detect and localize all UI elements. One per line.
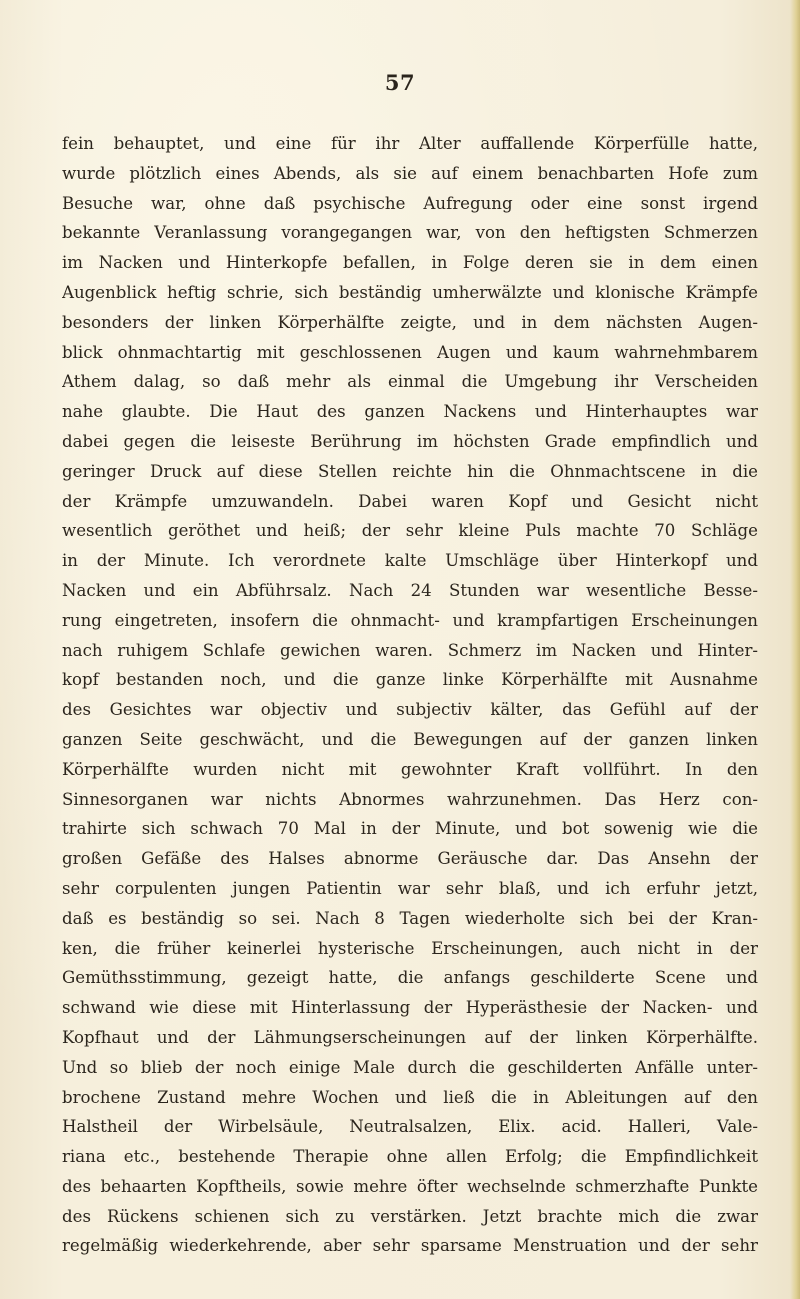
text-line: Körperhälfte wurden nicht mit gewohnter Kraft vollführt. In den (62, 759, 758, 779)
text-line: sehr corpulenten jungen Patientin war sehr blaß, und ich erfuhr jetzt, (62, 878, 758, 898)
text-line: des behaarten Kopftheils, sowie mehre öfter wechselnde schmerzhafte Punkte (62, 1176, 758, 1196)
text-line: trahirte sich schwach 70 Mal in der Minute, und bot sowenig wie die (62, 819, 758, 839)
text-line: ken, die früher keinerlei hysterische Erscheinungen, auch nicht in der (62, 938, 758, 958)
text-line: in der Minute. Ich verordnete kalte Umschläge über Hinterkopf und (62, 551, 758, 571)
text-line: nahe glaubte. Die Haut des ganzen Nackens und Hinterhauptes war (62, 402, 758, 422)
text-line: besonders der linken Körperhälfte zeigte, und in dem nächsten Augen- (62, 312, 758, 332)
text-line: Athem dalag, so daß mehr als einmal die Umgebung ihr Verscheiden (62, 372, 758, 392)
page-number: 57 (384, 70, 416, 95)
text-line: Gemüthsstimmung, gezeigt hatte, die anfangs geschilderte Scene und (62, 968, 758, 988)
text-line: Besuche war, ohne daß psychische Aufregung oder eine sonst irgend (62, 193, 758, 213)
text-line: der Krämpfe umzuwandeln. Dabei waren Kopf und Gesicht nicht (62, 491, 758, 511)
body-text (62, 129, 758, 1261)
text-line: Halstheil der Wirbelsäule, Neutralsalzen, Elix. acid. Halleri, Vale- (62, 1117, 758, 1137)
text-line: Kopfhaut und der Lähmungserscheinungen auf der linken Körperhälfte. (62, 1027, 758, 1047)
text-line: Sinnesorganen war nichts Abnormes wahrzunehmen. Das Herz con- (62, 789, 758, 809)
text-line: Und so blieb der noch einige Male durch die geschilderten Anfälle unter- (62, 1057, 758, 1077)
text-line: Augenblick heftig schrie, sich beständig umherwälzte und klonische Krämpfe (62, 282, 758, 302)
text-line: großen Gefäße des Halses abnorme Geräusche dar. Das Ansehn der (62, 849, 758, 869)
text-line: im Nacken und Hinterkopfe befallen, in Folge deren sie in dem einen (62, 253, 758, 273)
text-line: nach ruhigem Schlafe gewichen waren. Schmerz im Nacken und Hinter- (62, 640, 758, 660)
page-edge-shadow (790, 0, 800, 1299)
text-line: dabei gegen die leiseste Berührung im höchsten Grade empfindlich und (62, 431, 758, 451)
text-line: rung eingetreten, insofern die ohnmacht- und krampfartigen Erscheinungen (62, 610, 758, 630)
text-line: blick ohnmachtartig mit geschlossenen Augen und kaum wahrnehmbarem (62, 342, 758, 362)
text-line: des Gesichtes war objectiv und subjectiv kälter, das Gefühl auf der (62, 700, 758, 720)
text-line: bekannte Veranlassung vorangegangen war, von den heftigsten Schmerzen (62, 223, 758, 243)
text-line: brochene Zustand mehre Wochen und ließ die in Ableitungen auf den (62, 1087, 758, 1107)
text-line: ganzen Seite geschwächt, und die Bewegungen auf der ganzen linken (62, 729, 758, 749)
text-line: wesentlich geröthet und heiß; der sehr kleine Puls machte 70 Schläge (62, 521, 758, 541)
text-line: riana etc., bestehende Therapie ohne allen Erfolg; die Empfindlichkeit (62, 1147, 758, 1167)
text-line: Nacken und ein Abführsalz. Nach 24 Stunden war wesentliche Besse- (62, 580, 758, 600)
text-line: kopf bestanden noch, und die ganze linke Körperhälfte mit Ausnahme (62, 670, 758, 690)
text-line: regelmäßig wiederkehrende, aber sehr sparsame Menstruation und der sehr (62, 1236, 758, 1256)
text-line: schwand wie diese mit Hinterlassung der Hyperästhesie der Nacken- und (62, 998, 758, 1018)
text-line: daß es beständig so sei. Nach 8 Tagen wiederholte sich bei der Kran- (62, 908, 758, 928)
text-line: geringer Druck auf diese Stellen reichte hin die Ohnmachtscene in die (62, 461, 758, 481)
text-line: fein behauptet, und eine für ihr Alter auffallende Körperfülle hatte, (62, 134, 758, 153)
text-line: wurde plötzlich eines Abends, als sie auf einem benachbarten Hofe zum (62, 163, 758, 183)
text-line: des Rückens schienen sich zu verstärken. Jetzt brachte mich die zwar (62, 1206, 758, 1226)
